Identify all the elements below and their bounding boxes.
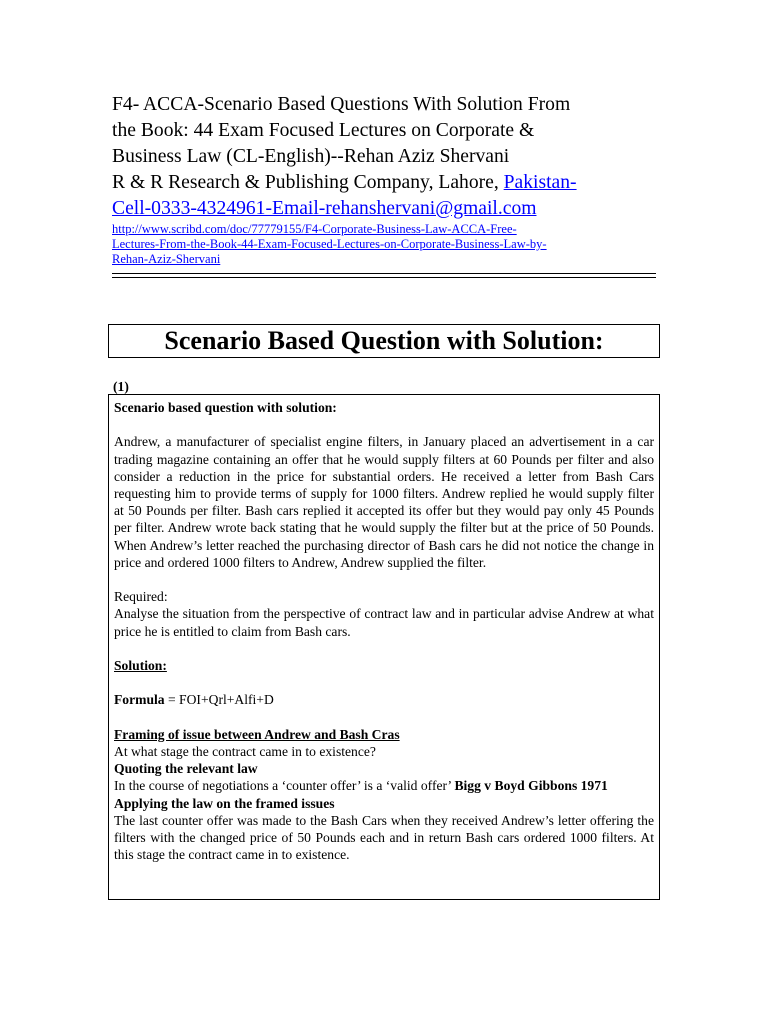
formula-line bbox=[114, 691, 654, 708]
required-text: Analyse the situation from the perspective of contract law and in particular advise Andrew at what price he is entitled to claim from Bash cars. bbox=[114, 606, 654, 639]
scribd-link-3[interactable]: Rehan-Aziz-Shervani bbox=[112, 252, 221, 266]
section-title-box bbox=[108, 324, 660, 358]
publisher-line bbox=[112, 170, 660, 196]
url-line-1 bbox=[112, 222, 660, 237]
formula-label: Formula bbox=[114, 692, 165, 708]
quoting-text: In the course of negotiations a ‘counter offer’ is a ‘valid offer’ bbox=[114, 778, 455, 794]
contact-link-part2[interactable]: Cell-0333-4324961-Email-rehanshervani@gmail.com bbox=[112, 198, 537, 219]
title-line-3: Business Law (CL-English)--Rehan Aziz Shervani bbox=[112, 146, 510, 167]
question-heading: Scenario based question with solution: bbox=[114, 400, 337, 415]
question-box bbox=[108, 394, 660, 900]
required-label: Required: bbox=[114, 589, 168, 605]
framing-text: At what stage the contract came in to existence? bbox=[114, 743, 376, 759]
document-header bbox=[112, 92, 660, 267]
quoting-heading: Quoting the relevant law bbox=[114, 761, 258, 777]
title-line-2: the Book: 44 Exam Focused Lectures on Corporate & bbox=[112, 120, 535, 141]
quoting-line bbox=[114, 777, 654, 794]
section-title: Scenario Based Question with Solution: bbox=[164, 326, 604, 355]
formula-value: = FOI+Qrl+Alfi+D bbox=[164, 692, 274, 708]
applying-text: The last counter offer was made to the Bash Cars when they received Andrew’s letter offering the filters with the changed price of 50 Pounds each and in return Bash cars ordered 1000 filters. At this stage the contract came in to existence. bbox=[114, 812, 654, 863]
question-number: (1) bbox=[113, 379, 129, 394]
url-line-2 bbox=[112, 237, 660, 252]
scribd-link-2[interactable]: Lectures-From-the-Book-44-Exam-Focused-Lectures-on-Corporate-Business-Law-by- bbox=[112, 237, 547, 251]
case-name: Bigg v Boyd Gibbons 1971 bbox=[454, 778, 608, 794]
header-divider bbox=[112, 273, 656, 278]
solution-label: Solution: bbox=[114, 658, 167, 673]
applying-heading: Applying the law on the framed issues bbox=[114, 795, 335, 811]
url-line-3 bbox=[112, 252, 660, 267]
scenario-text: Andrew, a manufacturer of specialist engine filters, in January placed an advertisement in a car trading magazine containing an offer that he would supply filters at 60 Pounds per filter and also consider a reduction in the price for substantial orders. He received a letter from Bash Cars requesting him to provide terms of supply for 1000 filters. Andrew replied he would supply filter at 50 Pounds per filter. Bash cars replied it accepted its offer but they would pay only 45 Pounds per filter. Andrew wrote back stating that he would supply the filter but at the price of 50 Pounds. When Andrew’s letter reached the purchasing director of Bash cars he did not notice the change in price and ordered 1000 filters to Andrew, Andrew supplied the filter. bbox=[114, 434, 654, 570]
publisher-text: R & R Research & Publishing Company, Lahore, bbox=[112, 172, 504, 193]
contact-line bbox=[112, 196, 660, 222]
contact-link-part1[interactable]: Pakistan- bbox=[503, 172, 577, 193]
framing-heading: Framing of issue between Andrew and Bash Cras bbox=[114, 726, 400, 742]
title-line-1: F4- ACCA-Scenario Based Questions With Solution From bbox=[112, 94, 571, 115]
scribd-link-1[interactable]: http://www.scribd.com/doc/77779155/F4-Corporate-Business-Law-ACCA-Free- bbox=[112, 222, 517, 236]
